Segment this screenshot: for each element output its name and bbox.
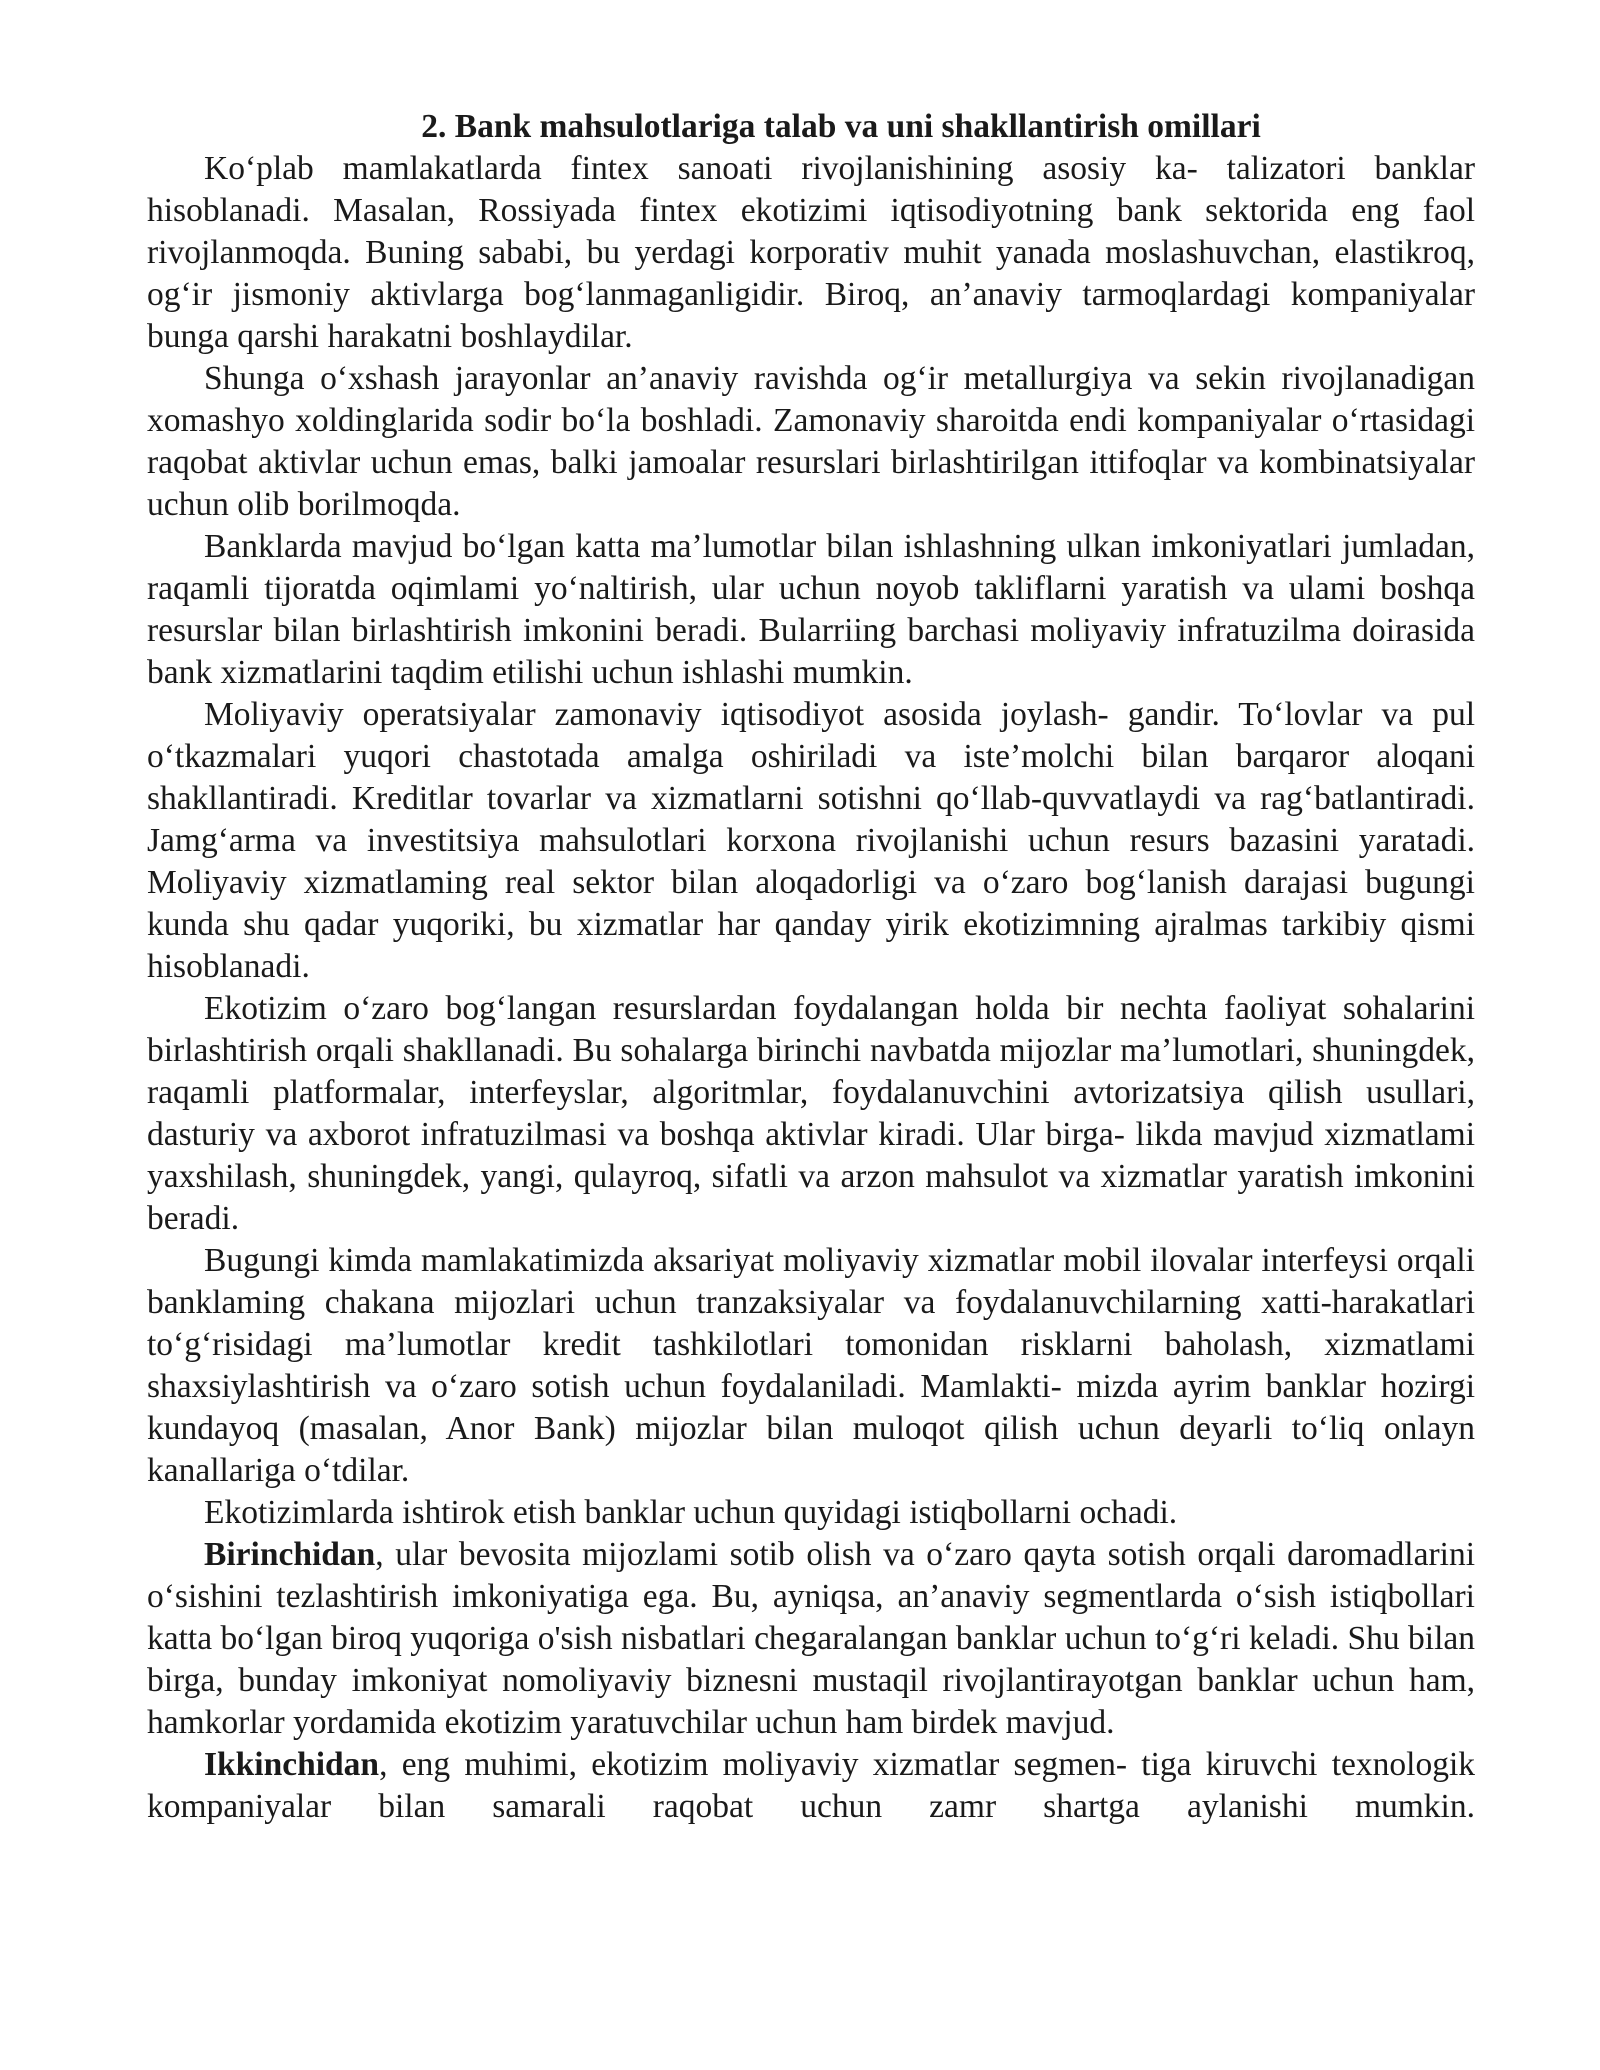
paragraph	[147, 1240, 1475, 1492]
document-page	[147, 106, 1475, 1828]
paragraph-text: Ekotizimlarda ishtirok etish banklar uchun quyidagi istiqbollarni ochadi.	[204, 1494, 1178, 1531]
paragraph	[147, 358, 1475, 526]
paragraph	[147, 1534, 1475, 1744]
paragraph-text: Ekotizim o‘zaro bog‘langan resurslardan foydalangan holda bir nechta faoliyat sohalarini birlashtirish orqali shakllanadi. Bu sohalarga birinchi navbatda mijozlar ma’lumotlari, shuningdek, raqamli platformalar, interfeyslar, algoritmlar, foydalanuvchini avtorizatsiya qilish usullari, dasturiy va axborot infratuzilmasi va boshqa aktivlar kiradi. Ular birga- likda mavjud xizmatlami yaxshilash, shuningdek, yangi, qulayroq, sifatli va arzon mahsulot va xizmatlar yaratish imkonini beradi.	[147, 990, 1475, 1237]
paragraph-lead-bold: Birinchidan	[204, 1536, 376, 1573]
paragraph	[147, 1492, 1475, 1534]
paragraph	[147, 988, 1475, 1240]
paragraph-text: , eng muhimi, ekotizim moliyaviy xizmatlar segmen- tiga kiruvchi texnologik kompaniyalar bilan samarali raqobat uchun zamr shartga aylanishi mumkin.	[147, 1746, 1475, 1825]
paragraph-text: Shunga o‘xshash jarayonlar an’anaviy ravishda og‘ir metallurgiya va sekin rivojlanadigan xomashyo xoldinglarida sodir bo‘la boshladi. Zamonaviy sharoitda endi kompaniyalar o‘rtasidagi raqobat aktivlar uchun emas, balki jamoalar resurslari birlashtirilgan ittifoqlar va kombinatsiyalar uchun olib borilmoqda.	[147, 360, 1475, 523]
paragraph-text: Moliyaviy operatsiyalar zamonaviy iqtisodiyot asosida joylash- gandir. To‘lovlar va pul o‘tkazmalari yuqori chastotada amalga oshiriladi va iste’molchi bilan barqaror aloqani shakllantiradi. Kreditlar tovarlar va xizmatlarni sotishni qo‘llab-quvvatlaydi va rag‘batlantiradi. Jamg‘arma va investitsiya mahsulotlari korxona rivojlanishi uchun resurs bazasini yaratadi. Moliyaviy xizmatlaming real sektor bilan aloqadorligi va o‘zaro bog‘lanish darajasi bugungi kunda shu qadar yuqoriki, bu xizmatlar har qanday yirik ekotizimning ajralmas tarkibiy qismi hisoblanadi.	[147, 696, 1475, 985]
paragraph-text: Bugungi kimda mamlakatimizda aksariyat moliyaviy xizmatlar mobil ilovalar interfeysi orqali banklaming chakana mijozlari uchun tranzaksiyalar va foydalanuvchilarning xatti-harakatlari to‘g‘risidagi ma’lumotlar kredit tashkilotlari tomonidan risklarni baholash, xizmatlami shaxsiylashtirish va o‘zaro sotish uchun foydalaniladi. Mamlakti- mizda ayrim banklar hozirgi kundayoq (masalan, Anor Bank) mijozlar bilan muloqot qilish uchun deyarli to‘liq onlayn kanallariga o‘tdilar.	[147, 1242, 1475, 1489]
paragraph-lead-bold: Ikkinchidan	[204, 1746, 380, 1783]
section-title: 2. Bank mahsulotlariga talab va uni shakllantirish omillari	[421, 108, 1261, 145]
paragraph	[147, 1744, 1475, 1828]
paragraph-text: Banklarda mavjud bo‘lgan katta ma’lumotlar bilan ishlashning ulkan imkoniyatlari jumladan, raqamli tijoratda oqimlami yo‘naltirish, ular uchun noyob takliflarni yaratish va ulami boshqa resurslar bilan birlashtirish imkonini beradi. Bularriing barchasi moliyaviy infratuzilma doirasida bank xizmatlarini taqdim etilishi uchun ishlashi mumkin.	[147, 528, 1475, 691]
paragraph	[147, 148, 1475, 358]
paragraph	[147, 526, 1475, 694]
paragraph	[147, 694, 1475, 988]
paragraph-text: Ko‘plab mamlakatlarda fintex sanoati rivojlanishining asosiy ka- talizatori banklar hisoblanadi. Masalan, Rossiyada fintex ekotizimi iqtisodiyotning bank sektorida eng faol rivojlanmoqda. Buning sababi, bu yerdagi korporativ muhit yanada moslashuvchan, elastikroq, og‘ir jismoniy aktivlarga bog‘lanmaganligidir. Biroq, an’anaviy tarmoqlardagi kompaniyalar bunga qarshi harakatni boshlaydilar.	[147, 150, 1475, 355]
paragraph-text: , ular bevosita mijozlami sotib olish va o‘zaro qayta sotish orqali daromadlarini o‘sishini tezlashtirish imkoniyatiga ega. Bu, ayniqsa, an’anaviy segmentlarda o‘sish istiqbollari katta bo‘lgan biroq yuqoriga o'sish nisbatlari chegaralangan banklar uchun to‘g‘ri keladi. Shu bilan birga, bunday imkoniyat nomoliyaviy biznesni mustaqil rivojlantirayotgan banklar uchun ham, hamkorlar yordamida ekotizim yaratuvchilar uchun ham birdek mavjud.	[147, 1536, 1475, 1741]
